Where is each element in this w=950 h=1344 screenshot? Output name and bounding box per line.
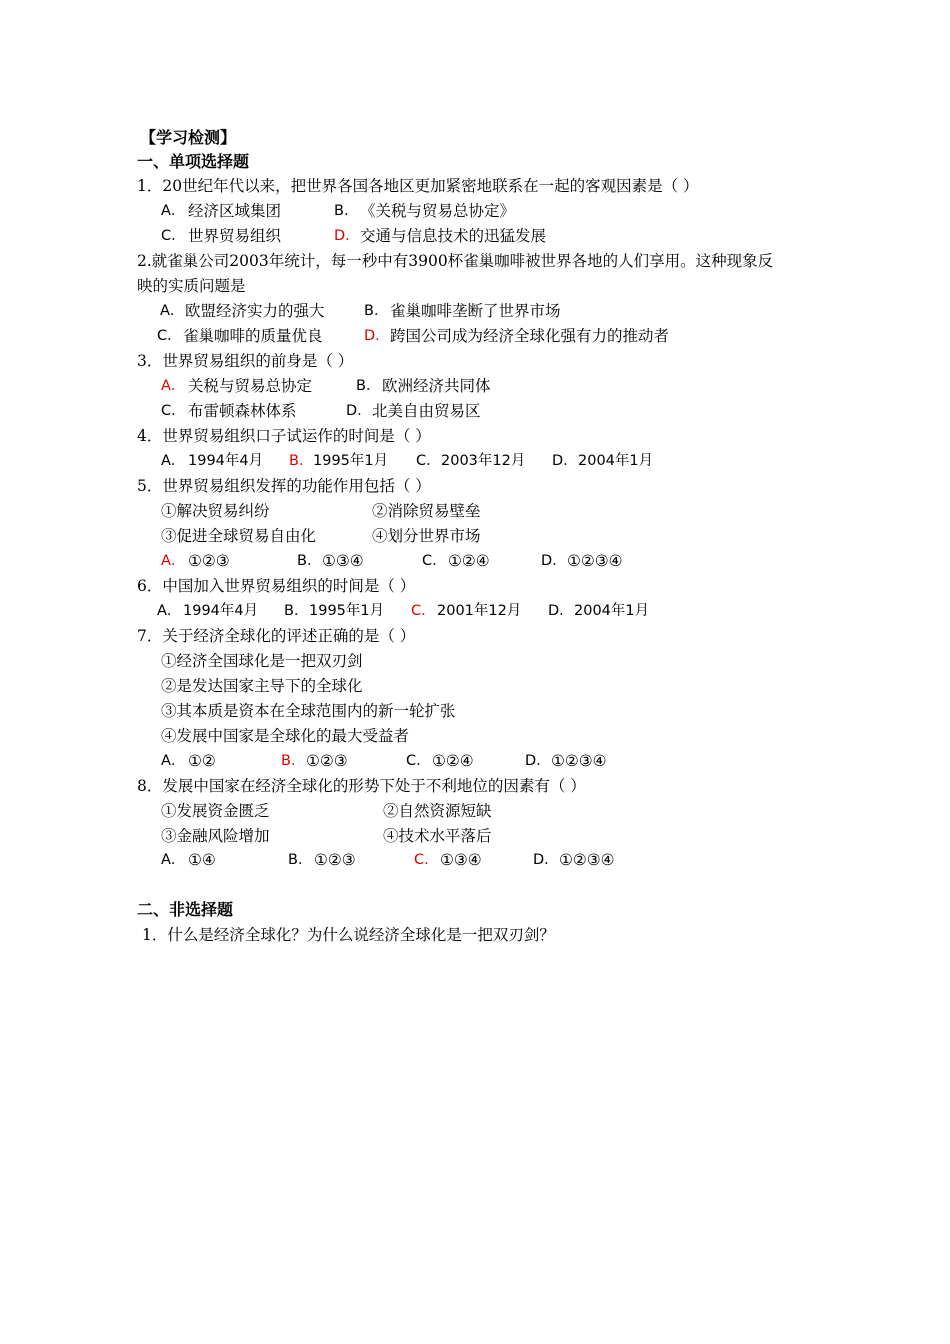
q4-option-c: 2003年12月 bbox=[441, 453, 526, 469]
question-2-stem-line-2: 映的实质问题是 bbox=[137, 277, 246, 295]
q5-item-4: ④划分世界市场 bbox=[372, 527, 481, 545]
essay-question-1: 1．什么是经济全球化？为什么说经济全球化是一把双刃剑？ bbox=[142, 926, 555, 944]
q2-option-a-letter: A． bbox=[160, 303, 185, 319]
q2-option-d-letter-answer: D． bbox=[364, 328, 390, 344]
q2-option-b: 雀巢咖啡垄断了世界市场 bbox=[390, 302, 561, 320]
q6-option-a-letter: A． bbox=[157, 603, 182, 619]
q6-option-a: 1994年4月 bbox=[183, 603, 259, 619]
q1-option-a: 经济区域集团 bbox=[188, 202, 282, 220]
question-2-stem-line-1: 2.就雀巢公司2003年统计，每一秒中有3900杯雀巢咖啡被世界各地的人们享用。这种现象反 bbox=[137, 252, 774, 270]
q7-option-a: ①② bbox=[188, 752, 216, 770]
q1-option-b: 《关税与贸易总协定》 bbox=[360, 202, 516, 220]
question-6-stem: 6．中国加入世界贸易组织的时间是（ ） bbox=[137, 577, 416, 595]
q4-option-a: 1994年4月 bbox=[188, 453, 264, 469]
question-3-stem: 3．世界贸易组织的前身是（ ） bbox=[137, 352, 354, 370]
q8-option-c-letter-answer: C． bbox=[414, 852, 439, 868]
q1-option-c-letter: C． bbox=[161, 228, 186, 244]
q3-option-b-letter: B． bbox=[356, 378, 381, 394]
q4-option-b-letter-answer: B． bbox=[289, 453, 314, 469]
question-4-stem: 4．世界贸易组织口子试运作的时间是（ ） bbox=[137, 427, 431, 445]
q3-option-d: 北美自由贸易区 bbox=[372, 402, 481, 420]
q2-option-d: 跨国公司成为经济全球化强有力的推动者 bbox=[390, 327, 670, 345]
q4-option-a-letter: A． bbox=[161, 453, 186, 469]
q8-item-4: ④技术水平落后 bbox=[383, 827, 492, 845]
q8-option-a-letter: A． bbox=[161, 852, 186, 868]
q2-option-c-letter: C． bbox=[157, 328, 182, 344]
question-8-stem: 8．发展中国家在经济全球化的形势下处于不利地位的因素有（ ） bbox=[137, 777, 586, 795]
q7-option-b: ①②③ bbox=[306, 752, 348, 770]
q6-option-b: 1995年1月 bbox=[309, 603, 385, 619]
question-5-stem: 5．世界贸易组织发挥的功能作用包括（ ） bbox=[137, 477, 431, 495]
q7-item-3: ③其本质是资本在全球范围内的新一轮扩张 bbox=[161, 702, 456, 720]
q2-option-b-letter: B． bbox=[364, 303, 389, 319]
q4-option-c-letter: C． bbox=[416, 453, 441, 469]
q7-option-c: ①②④ bbox=[432, 752, 474, 770]
q3-option-a: 关税与贸易总协定 bbox=[188, 377, 313, 395]
q7-option-d-letter: D． bbox=[525, 753, 551, 769]
q1-option-a-letter: A． bbox=[161, 203, 186, 219]
question-1-stem: 1．20世纪年代以来，把世界各国各地区更加紧密地联系在一起的客观因素是（ ） bbox=[137, 177, 699, 195]
q3-option-c: 布雷顿森林体系 bbox=[188, 402, 297, 420]
q1-option-c: 世界贸易组织 bbox=[188, 227, 282, 245]
q3-option-b: 欧洲经济共同体 bbox=[382, 377, 491, 395]
section-heading-essay: 二、非选择题 bbox=[137, 900, 234, 919]
q6-option-b-letter: B． bbox=[284, 603, 309, 619]
q7-option-b-letter-answer: B． bbox=[281, 753, 306, 769]
q8-option-b-letter: B． bbox=[288, 852, 313, 868]
q8-item-3: ③金融风险增加 bbox=[161, 827, 270, 845]
q7-item-2: ②是发达国家主导下的全球化 bbox=[161, 677, 363, 695]
q1-option-d: 交通与信息技术的迅猛发展 bbox=[360, 227, 547, 245]
q1-option-b-letter: B． bbox=[334, 203, 359, 219]
q5-option-b: ①③④ bbox=[322, 552, 364, 570]
q8-option-c: ①③④ bbox=[440, 851, 482, 869]
q5-option-c: ①②④ bbox=[448, 552, 490, 570]
q5-option-b-letter: B． bbox=[297, 553, 322, 569]
q3-option-d-letter: D． bbox=[346, 403, 372, 419]
q5-option-d: ①②③④ bbox=[567, 552, 623, 570]
q8-option-d: ①②③④ bbox=[559, 851, 615, 869]
q3-option-c-letter: C． bbox=[161, 403, 186, 419]
q7-option-a-letter: A． bbox=[161, 753, 186, 769]
q2-option-a: 欧盟经济实力的强大 bbox=[185, 302, 325, 320]
section-heading-single-choice: 一、单项选择题 bbox=[137, 152, 250, 171]
q6-option-d: 2004年1月 bbox=[574, 603, 650, 619]
q8-option-d-letter: D． bbox=[533, 852, 559, 868]
q8-item-1: ①发展资金匮乏 bbox=[161, 802, 270, 820]
q7-option-d: ①②③④ bbox=[551, 752, 607, 770]
q5-item-2: ②消除贸易壁垒 bbox=[372, 502, 481, 520]
q5-option-a-letter-answer: A． bbox=[161, 553, 186, 569]
q5-item-1: ①解决贸易纠纷 bbox=[161, 502, 270, 520]
question-7-stem: 7．关于经济全球化的评述正确的是（ ） bbox=[137, 627, 416, 645]
page-title: 【学习检测】 bbox=[140, 128, 237, 147]
q6-option-d-letter: D． bbox=[548, 603, 574, 619]
q8-option-a: ①④ bbox=[188, 851, 216, 869]
q4-option-b: 1995年1月 bbox=[313, 453, 389, 469]
q1-option-d-letter-answer: D． bbox=[334, 228, 360, 244]
q6-option-c-letter-answer: C． bbox=[411, 603, 436, 619]
q7-option-c-letter: C． bbox=[406, 753, 431, 769]
q7-item-1: ①经济全国球化是一把双刃剑 bbox=[161, 652, 363, 670]
q5-option-a: ①②③ bbox=[188, 552, 230, 570]
q8-item-2: ②自然资源短缺 bbox=[383, 802, 492, 820]
q3-option-a-letter-answer: A． bbox=[161, 378, 186, 394]
q4-option-d: 2004年1月 bbox=[578, 453, 654, 469]
q5-option-c-letter: C． bbox=[422, 553, 447, 569]
q5-option-d-letter: D． bbox=[541, 553, 567, 569]
q4-option-d-letter: D． bbox=[552, 453, 578, 469]
q2-option-c: 雀巢咖啡的质量优良 bbox=[183, 327, 323, 345]
q5-item-3: ③促进全球贸易自由化 bbox=[161, 527, 317, 545]
q7-item-4: ④发展中国家是全球化的最大受益者 bbox=[161, 727, 410, 745]
q6-option-c: 2001年12月 bbox=[437, 603, 522, 619]
q8-option-b: ①②③ bbox=[314, 851, 356, 869]
